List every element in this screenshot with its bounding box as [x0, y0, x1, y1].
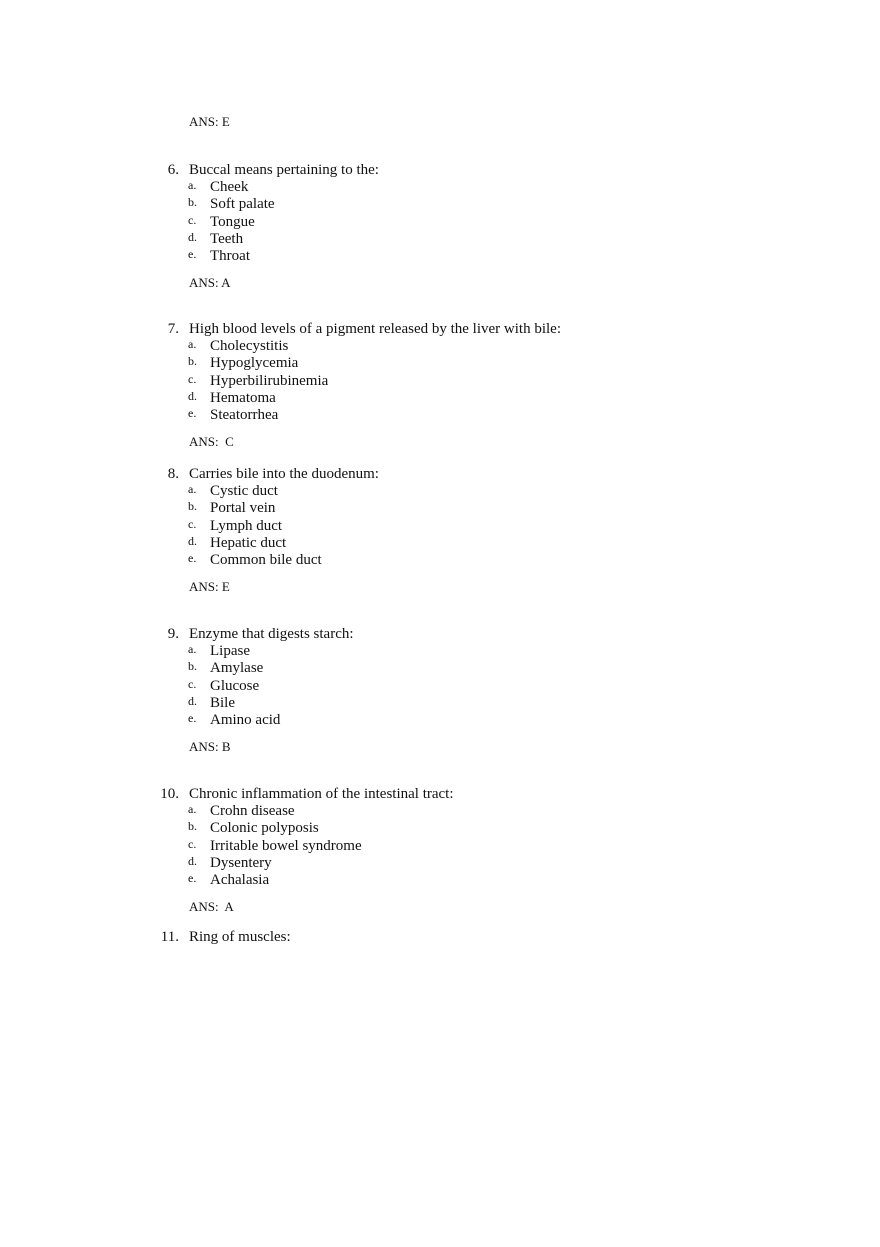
option-letter: c. — [188, 371, 197, 386]
option-text: Amino acid — [210, 712, 281, 729]
question-text: Buccal means pertaining to the: — [189, 162, 379, 178]
option-b — [0, 196, 880, 213]
question-number: 6. — [167, 162, 179, 178]
option-a — [0, 179, 880, 196]
option-letter: b. — [188, 819, 197, 834]
option-letter: e. — [188, 406, 197, 421]
option-c — [0, 373, 880, 390]
option-d — [0, 390, 880, 407]
option-letter: d. — [188, 533, 197, 548]
question-number: 11. — [160, 929, 179, 945]
option-text: Cheek — [210, 179, 249, 195]
option-text: Soft palate — [210, 196, 275, 213]
option-e — [0, 407, 880, 424]
question-text: Chronic inflammation of the intestinal tract: — [189, 786, 454, 802]
question-text: Carries bile into the duodenum: — [189, 466, 379, 482]
option-a — [0, 338, 880, 355]
option-d — [0, 231, 880, 248]
option-b — [0, 660, 880, 677]
option-text: Cystic duct — [210, 483, 278, 499]
option-letter: a. — [188, 337, 197, 351]
question-text: Ring of muscles: — [189, 929, 291, 945]
answer-key: ANS: C — [189, 434, 234, 450]
option-text: Common bile duct — [210, 552, 322, 569]
option-letter: a. — [188, 802, 197, 816]
question-number: 8. — [167, 466, 179, 482]
question-stem — [0, 786, 880, 803]
option-e — [0, 248, 880, 265]
question-9 — [0, 626, 880, 755]
option-a — [0, 803, 880, 820]
option-e — [0, 872, 880, 889]
answer-key: ANS: E — [189, 579, 230, 595]
option-text: Glucose — [210, 677, 260, 694]
previous-answer: ANS: E — [189, 114, 230, 129]
option-letter: a. — [188, 178, 197, 192]
option-letter: b. — [188, 659, 197, 674]
question-stem — [0, 626, 880, 643]
option-text: Tongue — [210, 213, 255, 230]
question-6 — [0, 162, 880, 291]
option-letter: d. — [188, 388, 197, 403]
option-c — [0, 214, 880, 231]
option-letter: b. — [188, 499, 197, 514]
option-text: Hyperbilirubinemia — [210, 372, 329, 389]
option-letter: b. — [188, 354, 197, 369]
option-text: Hepatic duct — [210, 534, 287, 551]
option-d — [0, 535, 880, 552]
option-letter: a. — [188, 642, 197, 656]
option-e — [0, 712, 880, 729]
option-letter: c. — [188, 212, 197, 227]
option-a — [0, 643, 880, 660]
option-letter: e. — [188, 711, 197, 726]
answer-key: ANS: B — [189, 739, 231, 755]
answer-key: ANS: A — [189, 899, 234, 915]
option-letter: d. — [188, 693, 197, 708]
option-text: Dysentery — [210, 854, 272, 871]
option-text: Achalasia — [210, 872, 270, 889]
question-number: 10. — [160, 786, 179, 802]
question-11 — [0, 929, 880, 946]
question-stem — [0, 162, 880, 179]
option-text: Lipase — [210, 643, 250, 659]
option-text: Lymph duct — [210, 517, 283, 534]
question-text: Enzyme that digests starch: — [189, 626, 354, 642]
option-c — [0, 518, 880, 535]
question-text: High blood levels of a pigment released by the liver with bile: — [189, 321, 561, 337]
option-letter: c. — [188, 836, 197, 851]
option-b — [0, 820, 880, 837]
option-letter: c. — [188, 516, 197, 531]
question-8 — [0, 466, 880, 595]
option-text: Hypoglycemia — [210, 355, 299, 372]
option-letter: b. — [188, 195, 197, 210]
question-stem — [0, 466, 880, 483]
answer-key: ANS: A — [189, 275, 231, 291]
option-text: Teeth — [210, 230, 244, 247]
option-text: Throat — [210, 248, 250, 265]
question-stem — [0, 321, 880, 338]
question-10 — [0, 786, 880, 915]
option-text: Steatorrhea — [210, 407, 279, 424]
option-a — [0, 483, 880, 500]
option-letter: e. — [188, 871, 197, 886]
option-text: Amylase — [210, 660, 264, 677]
question-number: 9. — [167, 626, 179, 642]
question-number: 7. — [167, 321, 179, 337]
option-text: Crohn disease — [210, 803, 295, 819]
option-text: Colonic polyposis — [210, 820, 319, 837]
option-letter: c. — [188, 676, 197, 691]
option-text: Cholecystitis — [210, 338, 289, 354]
option-letter: e. — [188, 247, 197, 262]
option-b — [0, 355, 880, 372]
option-c — [0, 838, 880, 855]
option-text: Hematoma — [210, 389, 276, 406]
option-letter: a. — [188, 482, 197, 496]
option-e — [0, 552, 880, 569]
option-text: Portal vein — [210, 500, 276, 517]
option-c — [0, 678, 880, 695]
option-b — [0, 500, 880, 517]
option-letter: e. — [188, 551, 197, 566]
option-d — [0, 855, 880, 872]
option-letter: d. — [188, 229, 197, 244]
option-text: Irritable bowel syndrome — [210, 837, 362, 854]
option-d — [0, 695, 880, 712]
option-letter: d. — [188, 853, 197, 868]
question-7 — [0, 321, 880, 450]
option-text: Bile — [210, 694, 235, 711]
question-stem — [0, 929, 880, 946]
